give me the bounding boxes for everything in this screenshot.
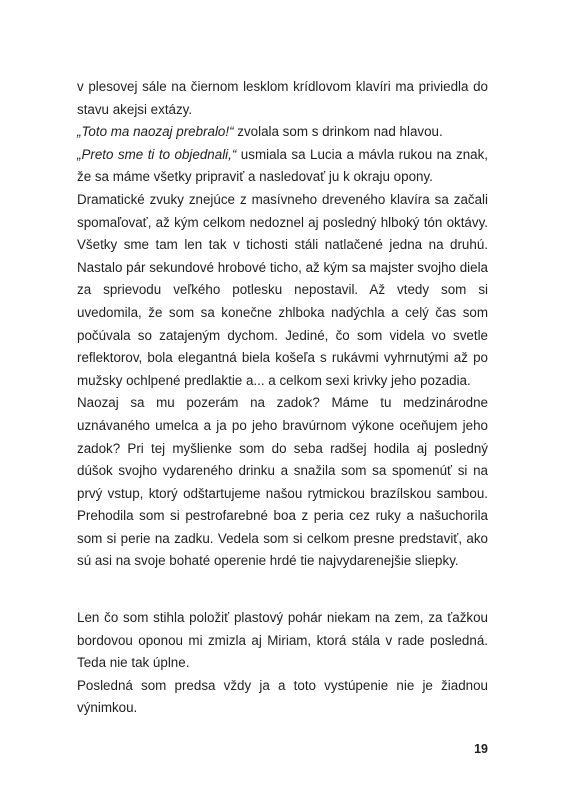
paragraph bbox=[77, 144, 488, 189]
body-text bbox=[77, 76, 488, 720]
paragraph: Dramatické zvuky znejúce z masívneho dreveného klavíra sa začali spomaľovať, až kým celkom nedoznel aj posledný hlboký tón oktávy. Všetky sme tam len tak v tichosti stáli natlačené jedna na druhú. Nastalo pár sekundové hrobové ticho, až kým sa majster svojho diela za sprievodu veľkého potlesku nepostavil. Až vtedy som si uvedomila, že som sa konečne zhlboka nadýchla a celý čas som počúvala so zatajeným dychom. Jediné, čo som videla vo svetle reflektorov, bola elegantná biela košeľa s rukávmi vyhrnutými až po mužsky ochlpené predlaktie a... a celkom sexi krivky jeho pozadia. bbox=[77, 191, 488, 388]
dialogue-italic: „Toto ma naozaj prebralo!“ bbox=[77, 124, 234, 140]
dialogue-tag: usmiala sa Lucia a mávla rukou na znak, že sa máme všetky pripraviť a nasledovať ju k okraju opony. bbox=[77, 146, 489, 185]
paragraph: Posledná som predsa vždy ja a toto vystúpenie nie je žiadnou výnimkou. bbox=[77, 677, 488, 716]
dialogue-tag: zvolala som s drinkom nad hlavou. bbox=[233, 124, 443, 140]
paragraph: Len čo som stihla položiť plastový pohár niekam na zem, za ťažkou bordovou oponou mi zmizla aj Miriam, ktorá stála v rade posledná. Teda nie tak úplne. bbox=[77, 610, 488, 671]
paragraph: v plesovej sále na čiernom lesklom krídlovom klavíri ma priviedla do stavu akejsi extázy. bbox=[77, 79, 488, 117]
paragraph bbox=[77, 121, 488, 144]
page-number: 19 bbox=[474, 742, 488, 756]
dialogue-italic: „Preto sme ti to objednali,“ bbox=[77, 146, 237, 162]
paragraph: Naozaj sa mu pozerám na zadok? Máme tu medzinárodne uznávaného umelca a ja po jeho bravúrnom výkone oceňujem jeho zadok? Pri tej myšlienke som do seba radšej hodila aj posledný dúšok svojho vydareného drinku a snažila som sa spomenúť si na prvý vstup, ktorý odštartujeme našou rytmickou brazílskou sambou. Prehodila som si pestrofarebné boa z peria cez ruky a našuchorila som si perie na zadku. Vedela som si celkom presne predstaviť, ako sú asi na svoje bohaté operenie hrdé tie najvydarenejšie sliepky. bbox=[77, 395, 488, 569]
